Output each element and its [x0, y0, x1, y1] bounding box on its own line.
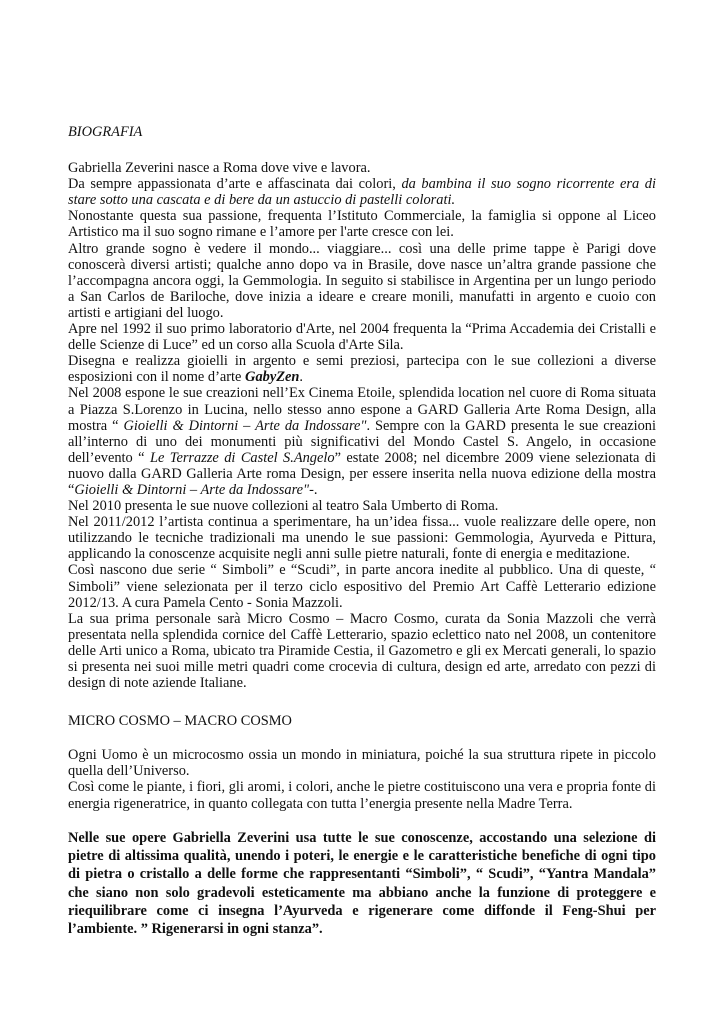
paragraph-passion: [68, 176, 656, 208]
exhibition-title-3: Gioielli & Dintorni – Arte da Indossare": [74, 481, 310, 498]
paragraph-passion-text: Da sempre appassionata d’arte e affascinata dai colori,: [68, 176, 402, 193]
paragraph-2011: Nel 2011/2012 l’artista continua a sperimentare, ha un’idea fissa... vuole realizzare delle opere, non utilizzando le tecniche tradizionali ma unendo le sue passioni: Gemmologia, Ayurveda e Pittura, applicando la conoscenze acquisite negli anni sulle pietre naturali, fonte di energia e meditazione.: [68, 514, 656, 563]
paragraph-series: Così nascono due serie “ Simboli” e “Scudi”, in parte ancora inedite al pubblico. Una di queste, “ Simboli” viene selezionata per il terzo ciclo espositivo del Premio Art Caffè Letterario edizione 2012/13. A cura Pamela Cento - Sonia Mazzoli.: [68, 562, 656, 611]
exhibition-title-1: Gioielli & Dintorni – Arte da Indossare": [123, 417, 367, 434]
paragraph-jewellery-text: Disegna e realizza gioielli in argento e semi preziosi, partecipa con le sue collezioni a diverse esposizioni con il nome d’arte: [68, 353, 656, 386]
paragraph-2010: Nel 2010 presenta le sue nuove collezioni al teatro Sala Umberto di Roma.: [68, 498, 499, 515]
exhibitions-text-3: ” estate 2008; nel dicembre 2009 viene selezionata di nuovo dalla GARD Galleria Arte roma Design, per essere inserita nella nuova edizione della mostra “: [68, 449, 656, 498]
paragraph-passion-dream: da bambina il suo sogno ricorrente era di stare sotto una cascata e di bere da un astuccio di pastelli colorati.: [68, 176, 656, 209]
paragraph-exhibitions: [68, 385, 656, 498]
exhibition-title-2: Le Terrazze di Castel S.Angelo: [149, 449, 335, 466]
paragraph-jewellery-end: .: [299, 369, 304, 386]
exhibitions-text-4: -.: [309, 481, 318, 498]
paragraph-works-statement: Nelle sue opere Gabriella Zeverini usa tutte le sue conoscenze, accostando una selezione di pietre di altissima qualità, unendo i poteri, le energie e le caratteristiche benefiche di ogni tipo di pietra o cristallo a delle forme che rappresentanti “Simboli”, “ Scudi”, “Yantra Mandala” che siano non solo gradevoli esteticamente ma abbiano anche la funzione di proteggere e riequilibrare come ci insegna l’Ayurveda e rigenerare come diffonde il Feng-Shui per l’ambiente. ” Rigenerarsi in ogni stanza”.: [68, 829, 656, 938]
document-page: [68, 124, 656, 938]
paragraph-travel: Altro grande sogno è vedere il mondo... viaggiare... così una delle prime tappe è Parigi dove conoscerà diversi artisti; qualche anno dopo va in Brasile, dove nasce un’altra grande passione che l’accompagna ancora oggi, la Gemmologia. In seguito si stabilisce in Argentina per un lungo periodo a San Carlos de Bariloche, dove inizia a ideare e creare monili, manufatti in argento e cuoio con artisti e artigiani del luogo.: [68, 240, 656, 321]
paragraph-jewellery: [68, 353, 656, 385]
paragraph-school: Nonostante questa sua passione, frequenta l’Istituto Commerciale, la famiglia si oppone al Liceo Artistico ma il suo sogno rimane e l’amore per l'arte cresce con lei.: [68, 208, 656, 241]
paragraph-birth: Gabriella Zeverini nasce a Roma dove vive e lavora.: [68, 160, 371, 177]
paragraph-laboratory: Apre nel 1992 il suo primo laboratorio d'Arte, nel 2004 frequenta la “Prima Accademia dei Cristalli e delle Scienze di Luce” ed un corso alla Scuola d'Arte Sila.: [68, 321, 656, 354]
paragraph-stones: Così come le piante, i fiori, gli aromi, i colori, anche le pietre costituiscono una vera e propria fonte di energia rigeneratrice, in quanto collegata con tutta l’energia presente nella Madre Terra.: [68, 779, 656, 812]
brand-name: GabyZen: [245, 369, 300, 386]
paragraph-microcosm: Ogni Uomo è un microcosmo ossia un mondo in miniatura, poiché la sua struttura ripete in piccolo quella dell’Universo.: [68, 747, 656, 780]
exhibitions-text-2: . Sempre con la GARD presenta le sue creazioni all’interno di uno dei monumenti più significativi del Mondo Castel S. Angelo, in occasione dell’evento “: [68, 417, 656, 466]
exhibitions-text-1: Nel 2008 espone le sue creazioni nell’Ex Cinema Etoile, splendida location nel cuore di Roma situata a Piazza S.Lorenzo in Lucina, nello stesso anno espone a GARD Galleria Arte Roma Design, alla mostra “: [68, 385, 656, 434]
section-title: MICRO COSMO – MACRO COSMO: [68, 713, 292, 730]
document-heading: BIOGRAFIA: [68, 124, 143, 140]
paragraph-personal-show: La sua prima personale sarà Micro Cosmo – Macro Cosmo, curata da Sonia Mazzoli che verrà presentata nella splendida cornice del Caffè Letterario, spazio eclettico nato nel 2008, un contenitore delle Arti unico a Roma, ubicato tra Piramide Cestia, il Gazometro e gli ex Mercati generali, lo spazio si presenta nei suoi mille metri quadri come crocevia di cultura, design ed arte, arredato con pezzi di design di note aziende Italiane.: [68, 610, 656, 692]
